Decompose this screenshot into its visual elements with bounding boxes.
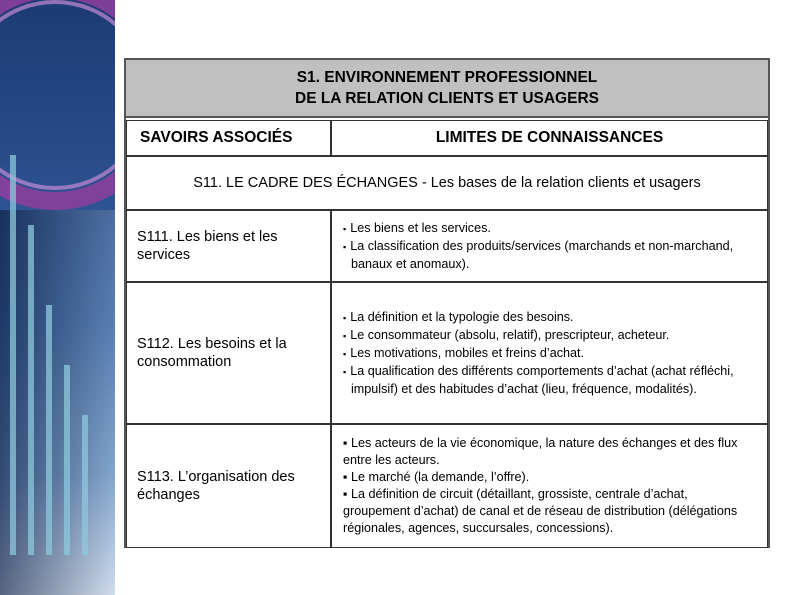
list-item: ▪ La qualification des différents comportements d’achat (achat réfléchi, impulsif) et des habitudes d’achat (lieu, fréquence, modalités).: [343, 363, 757, 398]
list-item: ▪ La définition et la typologie des besoins.: [343, 309, 757, 327]
table-title: [126, 60, 768, 118]
knowledge-table: [124, 58, 770, 548]
decorative-ring-inner: [0, 0, 115, 190]
row-s113-limites: [331, 424, 768, 548]
decorative-gradient: [0, 210, 115, 595]
list-item: ▪ Les acteurs de la vie économique, la nature des échanges et des flux entre les acteurs.: [343, 436, 738, 467]
decorative-bar: [64, 365, 70, 555]
list-item: ▪ La classification des produits/services (marchands et non-marchand, banaux et anomaux).: [343, 238, 757, 273]
table-title-line-1: S1. ENVIRONNEMENT PROFESSIONNEL: [296, 69, 598, 86]
decorative-bar: [10, 155, 16, 555]
list-item: ▪ Les biens et les services.: [343, 220, 757, 238]
decorative-side-panel: [0, 0, 115, 595]
row-label: L’organisation des échanges: [137, 469, 295, 503]
row-s111-limites: [331, 210, 768, 282]
table-title-line-2: DE LA RELATION CLIENTS ET USAGERS: [295, 90, 599, 107]
row-s112-limites: [331, 282, 768, 424]
list-item: ▪ Les motivations, mobiles et freins d’achat.: [343, 345, 757, 363]
list-item: ▪ La définition de circuit (détaillant, grossiste, centrale d’achat, groupement d’achat) de canal et de réseau de distribution (délégations régionales, agences, succursales, concessions).: [343, 487, 738, 535]
row-code: S113.: [137, 469, 174, 485]
row-code: S112.: [137, 336, 174, 352]
decorative-bar: [82, 415, 88, 555]
decorative-bar: [46, 305, 52, 555]
row-code: S111.: [137, 229, 173, 245]
list-item: ▪ Le consommateur (absolu, relatif), prescripteur, acheteur.: [343, 327, 757, 345]
section-title: S11. LE CADRE DES ÉCHANGES - Les bases de la relation clients et usagers: [126, 156, 768, 210]
row-s113-savoir: [126, 424, 331, 548]
header-savoirs-associes: SAVOIRS ASSOCIÉS: [126, 120, 331, 156]
list-item: ▪ Le marché (la demande, l’offre).: [343, 470, 530, 484]
row-s111-savoir: [126, 210, 331, 282]
header-limites-connaissances: LIMITES DE CONNAISSANCES: [331, 120, 768, 156]
row-s112-savoir: [126, 282, 331, 424]
decorative-bar: [28, 225, 34, 555]
row-label: Les besoins et la consommation: [137, 336, 287, 370]
row-label: Les biens et les services: [137, 229, 278, 263]
